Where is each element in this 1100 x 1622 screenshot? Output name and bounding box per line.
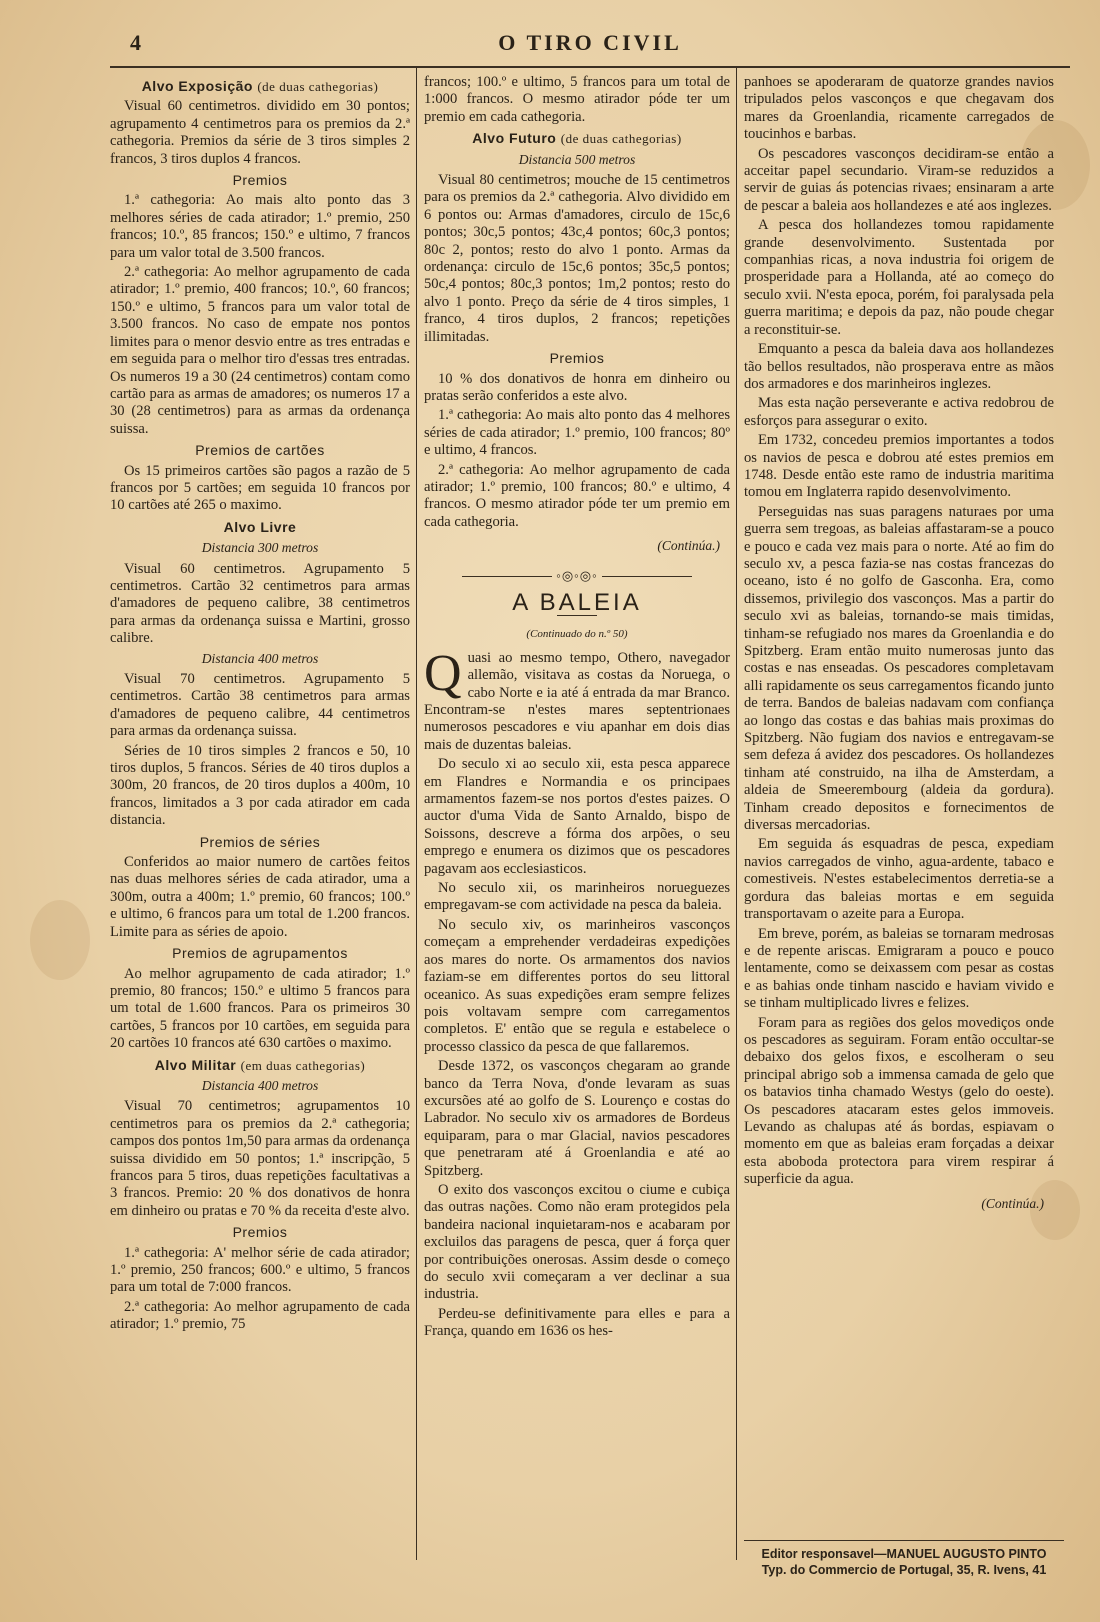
column-2 xyxy=(424,74,730,1534)
paragraph: Mas esta nação perseverante e activa redobrou de esforços para assegurar o exito. xyxy=(744,395,1054,429)
paragraph: Foram para as regiões dos gelos movediços onde os pescadores as seguiram. Foram então occultar-se debaixo dos gelos fixos, e escolheram o seu principal abrigo sob a immensa camada de gelo que os batavios tinha chamado Westys (gelo do oeste). Os pescadores atacaram estes gelos immoveis. Levando as chalupas até ás bordas, espiavam o momento em que as baleias eram forçadas a deixar esta aboboda protectora para virem respirar á superficie da agua. xyxy=(744,1014,1054,1188)
section-heading: Alvo Livre xyxy=(223,518,297,535)
section-heading: Premios de cartões xyxy=(195,442,325,459)
page-number: 4 xyxy=(130,30,141,55)
paragraph: Visual 70 centimetros; agrupamentos 10 centimetros para os premios da 2.ª cathegoria; campos dos pontos 1m,50 para armas da ordenança suissa dividido em 50 pontos; 1.ª inscripção, 5 francos para 5 tiros, duas repetições facultativas a 3 francos. Premio: 20 % dos donativos de honra em dinheiro ou pratas e 70 % da receita d'este alvo. xyxy=(110,1098,410,1219)
page-header xyxy=(110,22,1070,68)
paragraph: 2.ª cathegoria: Ao melhor agrupamento de cada atirador; 1.º premio, 100 francos; 80.º e ultimo, 4 francos. O mesmo atirador póde ter um premio em cada cathegoria. xyxy=(424,461,730,530)
section-heading: Alvo Futuro (de duas cathegorias) xyxy=(472,130,682,147)
section-heading: Premios xyxy=(549,350,605,367)
column-rule xyxy=(736,68,737,1560)
continua-note: (Continúa.) xyxy=(981,1195,1044,1211)
section-heading: Alvo Militar (em duas cathegorias) xyxy=(154,1056,366,1073)
section-heading: Premios de séries xyxy=(199,833,321,850)
paragraph: Emquanto a pesca da baleia dava aos hollandezes tão bellos resultados, não prosperava entre as mãos dos armadores e dos marinheiros inglezes. xyxy=(744,341,1054,392)
section-heading: Alvo Exposição (de duas cathegorias) xyxy=(141,78,379,94)
paragraph: panhoes se apoderaram de quatorze grandes navios tripulados pelos vasconços e que chegavam dos mares da Groenlandia, ricamente carregados de toucinhos e barbas. xyxy=(744,74,1054,143)
paragraph: Em 1732, concedeu premios importantes a todos os navios de pesca e dobrou até estes premios em 1748. Desde então este ramo de industria maritima tomou em Inglaterra rapido desenvolvimento. xyxy=(744,432,1054,501)
paragraph: Ao melhor agrupamento de cada atirador; 1.º premio, 80 francos; 150.º e ultimo 5 francos para um total de 1.600 francos. Para os primeiros 30 cartões, 5 francos por 10 cartões, em seguida para 20 cartões 10 francos até 630 cartões o maximo. xyxy=(110,965,410,1052)
section-heading: Premios xyxy=(232,172,288,189)
subheading: Distancia 300 metros xyxy=(201,540,319,556)
paragraph: No seculo xiv, os marinheiros vasconços começam a emprehender verdadeiras expedições aos mares do norte. Os armamentos dos navios faziam-se em differentes portos do seu littoral oceanico. As suas expedições eram sempre felizes pois voltavam sempre com carregamentos completos. E' então que se regula e estabelece o processo classico da pesca de que fallaremos. xyxy=(424,916,730,1055)
paragraph: 2.ª cathegoria: Ao melhor agrupamento de cada atirador; 1.º premio, 75 xyxy=(110,1298,410,1333)
paragraph: 2.ª cathegoria: Ao melhor agrupamento de cada atirador; 1.º premio, 400 francos; 10.º, 60 francos; 150.º e ultimo, 5 francos para um valor total de 3.500 francos. No caso de empate nos pontos limites para o menor desvio entre as tres entradas e em seguida para o melhor tiro d'essas tres entradas. Os numeros 19 a 30 (24 centimetros) contam como cartão para as armas de amadores; os numeros 17 a 30 (28 centimetros) para as armas da ordenança suissa. xyxy=(110,264,410,437)
section-heading: Premios xyxy=(232,1224,288,1241)
paragraph: Em seguida ás esquadras de pesca, expediam navios carregados de vinho, agua-ardente, tabaco e comestiveis. N'estes estabelecimentos derretia-se a gordura das baleias mortas e em seguida transportavam o azeite para a Europa. xyxy=(744,836,1054,923)
paragraph: 1.ª cathegoria: Ao mais alto ponto das 3 melhores séries de cada atirador; 1.º premio, 250 francos; 10.º, 85 francos; 150.º e ultimo, 7 francos para um valor total de 3.500 francos. xyxy=(110,192,410,261)
paragraph: No seculo xii, os marinheiros norueguezes empregavam-se com actividade na pesca da baleia. xyxy=(424,880,730,914)
paragraph: Visual 60 centimetros. Agrupamento 5 centimetros. Cartão 32 centimetros para armas d'amadores de pequeno calibre, 38 centimetros para armas da ordenança suissa e Martini, grosso calibre. xyxy=(110,560,410,647)
journal-title: O TIRO CIVIL xyxy=(498,30,682,55)
column-3 xyxy=(744,74,1054,1534)
section-heading: Premios de agrupamentos xyxy=(172,945,348,962)
column-rule xyxy=(416,68,417,1560)
paragraph: francos; 100.º e ultimo, 5 francos para um total de 1:000 francos. O mesmo atirador póde ter um premio em cada cathegoria. xyxy=(424,74,730,125)
ornament-divider: ◦◎◦◎◦ xyxy=(424,567,730,584)
paragraph: Séries de 10 tiros simples 2 francos e 50, 10 tiros duplos, 5 francos. Séries de 40 tiros duplos a 300m, 20 francos, de 20 tiros duplos a 400m, 10 francos, limitados a 3 por cada atirador em cada distancia. xyxy=(110,742,410,829)
paragraph: 1.ª cathegoria: Ao mais alto ponto das 4 melhores séries de cada atirador; 1.º premio, 100 francos; 80º e ultimo, 4 francos. xyxy=(424,407,730,459)
subheading: Distancia 500 metros xyxy=(518,151,636,167)
paragraph: Os pescadores vasconços decidiram-se então a acceitar papel secundario. Viram-se reduzidos a servir de guias ás potencias rivaes; ensinaram a arte de pescar a baleia aos hollandezes e até aos inglezes. xyxy=(744,145,1054,214)
subheading: Distancia 400 metros xyxy=(201,650,319,666)
article-title: A BALEIA xyxy=(512,588,642,616)
paragraph: 10 % dos donativos de honra em dinheiro ou pratas serão conferidos a este alvo. xyxy=(424,370,730,404)
paragraph: O exito dos vasconços excitou o ciume e cubiça das outras nações. Como não eram protegidos pela bandeira nacional inquietaram-nos e acabaram por excluilos das paragens de pesca, quer á força quer por contribuições onerosas. Assim desde o começo do seculo xvii começaram a ver declinar a sua industria. xyxy=(424,1181,730,1303)
article-continuation: (Continuado do n.º 50) xyxy=(526,628,628,641)
continua-note: (Continúa.) xyxy=(657,538,720,554)
paragraph: Em breve, porém, as baleias se tornaram medrosas e de repente ariscas. Emigraram a pouco e pouco lentamente, como se deixassem com pesar as costas e as bahias onde tinham nascido e haviam vivido e se tinham multiplicado livres e felizes. xyxy=(744,925,1054,1012)
column-1 xyxy=(110,74,410,1534)
paragraph: Perseguidas nas suas paragens naturaes por uma guerra sem tregoas, as baleias affastaram-se a pouco e pouco e cada vez mais para o norte. Até ao fim do seculo xv, a pesca fazia-se nas costas francezas do oceano, isto é no golfo de Gasconha. Era, como dissemos, privilegio dos vasconços. Mas a partir do seculo xvi as baleias, tornando-se mais timidas, tinham-se refugiado nos mares da Groenlandia e do Spitzberg. Eram então muito numerosas junto das costas e nas enseadas. Os pescadores completavam alli rapidamente os seus carregamentos ficando junto de terra. Bandos de baleias nadavam com confiança ao longo das costas e das bahias mais proximas do Spitzberg. Não fugiam dos navios e entregavam-se sem defeza á avidez dos pescadores. Os hollandezes tinham até construido, na ilha de Amsterdam, a aldeia de Smeerembourg (aldeia da gordura). Tinham creado depositos e fornecimentos de diversas mercadorias. xyxy=(744,503,1054,834)
typography-line: Typ. do Commercio de Portugal, 35, R. Ivens, 41 xyxy=(761,1563,1047,1577)
paragraph: Visual 70 centimetros. Agrupamento 5 centimetros. Cartão 38 centimetros para armas d'amadores de pequeno calibre, 44 centimetros para armas da ordenança suissa. xyxy=(110,671,410,740)
paragraph: Quasi ao mesmo tempo, Othero, navegador allemão, visitava as costas da Noruega, o cabo Norte e ia até á entrada da mar Branco. Encontram-se n'estes mares septentrionaes numerosos pescadores e viu apanhar em dois dias mais de duzentas baleias. xyxy=(424,644,730,753)
paragraph: Desde 1372, os vasconços chegaram ao grande banco da Terra Nova, d'onde levaram as suas excursões até ao golfo de S. Lourenço e costas do Labrador. No seculo xiv os armadores de Bordeus equiparam, para o mar Glacial, navios pescadores que penetraram até á Groenlandia e até ao Spitzberg. xyxy=(424,1058,730,1179)
paragraph: A pesca dos hollandezes tomou rapidamente grande desenvolvimento. Sustentada por companhias ricas, a nova industria foi origem de prosperidade para a Hollanda, até ao começo do seculo xvii. N'esta epoca, porém, foi paralysada pela guerra maritima; e depois da paz, não poude chegar a reconstituir-se. xyxy=(744,217,1054,338)
paragraph: 1.ª cathegoria: A' melhor série de cada atirador; 1.º premio, 250 francos; 600.º e ultimo, 5 francos para um total de 7:000 francos. xyxy=(110,1244,410,1296)
paragraph: Visual 60 centimetros. dividido em 30 pontos; agrupamento 4 centimetros para os premios da 2.ª cathegoria. Premios da série de 3 tiros simples 2 francos, 3 tiros duplos 4 francos. xyxy=(110,98,410,167)
imprint-footer xyxy=(744,1540,1064,1579)
paragraph: Perdeu-se definitivamente para elles e para a França, quando em 1636 os hes- xyxy=(424,1305,730,1340)
drop-cap: Q xyxy=(424,644,462,702)
subheading: Distancia 400 metros xyxy=(201,1077,319,1093)
paragraph: Conferidos ao maior numero de cartões feitos nas duas melhores séries de cada atirador, uma a 300m, outra a 400m; 1.º premio, 60 francos; 100.º e ultimo, 6 francos para um total de 1.200 francos. Limite para as séries de apoio. xyxy=(110,854,410,940)
paragraph: Do seculo xi ao seculo xii, esta pesca apparece em Flandres e Normandia e os principaes armamentos fazem-se nos portos d'estes paizes. O auctor d'uma Vida de Santo Arnaldo, bispo de Soissons, descreve a fórma dos arpões, o seu emprego e enumera os dizimos que os pescadores pagavam aos ecclesiasticos. xyxy=(424,756,730,877)
paragraph: Visual 80 centimetros; mouche de 15 centimetros para os premios da 2.ª cathegoria. Alvo dividido em 6 pontos ou: Armas d'amadores, circulo de 15c,6 pontos; 30c,5 pontos; 43c,4 pontos; 60c,3 pontos; 80c 2, pontos; resto do alvo 1 ponto. Armas da ordenança: circulo de 15c,6 pontos; 35c,5 pontos; 50c,4 pontos; 80c,3 pontos; 1m,2 pontos; resto do alvo 1 ponto. Preço da série de 4 tiros simples, 1 franco, 4 tiros duplos, 2 francos; repetições illimitadas. xyxy=(424,172,730,345)
paragraph: Os 15 primeiros cartões são pagos a razão de 5 francos por 5 cartões; em seguida 10 francos por 10 cartões até 265 o maximo. xyxy=(110,462,410,514)
editor-line: Editor responsavel—MANUEL AUGUSTO PINTO xyxy=(761,1547,1047,1561)
